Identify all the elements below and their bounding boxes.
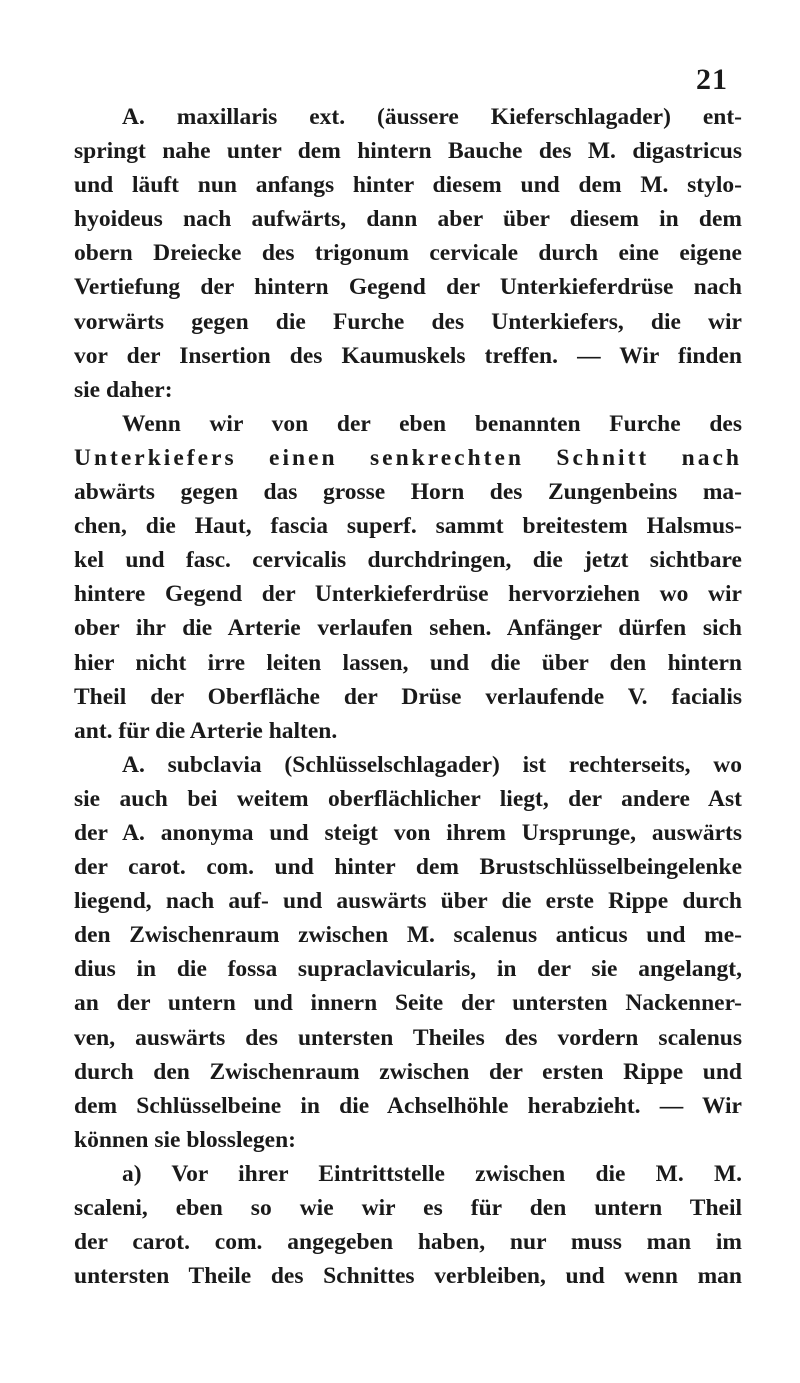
text-line: obern Dreiecke des trigonum cervicale durch eine eigene <box>74 240 742 267</box>
text-line: durch den Zwischenraum zwischen der ersten Rippe und <box>74 1058 742 1085</box>
text-line: chen, die Haut, fascia superf. sammt breitestem Halsmus- <box>74 513 742 540</box>
text-line: kel und fasc. cervicalis durchdringen, die jetzt sichtbare <box>74 547 742 574</box>
text-line: der carot. com. und hinter dem Brustschlüsselbeingelenke <box>74 854 742 881</box>
text-line: Vertiefung der hintern Gegend der Unterkieferdrüse nach <box>74 274 742 301</box>
text-line: scaleni, eben so wie wir es für den untern Theil <box>74 1195 742 1221</box>
text-line: können sie blosslegen: <box>74 1126 296 1153</box>
text-line: ven, auswärts des untersten Theiles des vordern scalenus <box>74 1024 742 1051</box>
body-text <box>74 100 742 1293</box>
text-line: A. subclavia (Schlüsselschlagader) ist rechterseits, wo <box>122 751 742 778</box>
text-line: und läuft nun anfangs hinter diesem und dem M. stylo- <box>74 172 742 199</box>
text-line: ant. für die Arterie halten. <box>74 717 338 744</box>
text-line: Wenn wir von der eben benannten Furche des <box>122 410 742 437</box>
text-line: liegend, nach auf- und auswärts über die erste Rippe durch <box>74 888 742 915</box>
text-line: dem Schlüsselbeine in die Achselhöhle herabzieht. — Wir <box>74 1092 742 1119</box>
text-line: a) Vor ihrer Eintrittstelle zwischen die M. M. <box>122 1160 742 1187</box>
text-line: Theil der Oberfläche der Drüse verlaufende V. facialis <box>74 683 742 710</box>
text-line: A. maxillaris ext. (äussere Kieferschlagader) ent- <box>122 104 742 130</box>
text-line: hyoideus nach aufwärts, dann aber über diesem in dem <box>74 206 742 233</box>
text-line: hintere Gegend der Unterkieferdrüse hervorziehen wo wir <box>74 581 742 608</box>
text-line: vorwärts gegen die Furche des Unterkiefers, die wir <box>74 308 742 335</box>
text-line: den Zwischenraum zwischen M. scalenus anticus und me- <box>74 922 742 949</box>
text-line: vor der Insertion des Kaumuskels treffen. — Wir finden <box>74 342 742 369</box>
text-line: abwärts gegen das grosse Horn des Zungenbeins ma- <box>74 479 742 506</box>
text-line: sie auch bei weitem oberflächlicher liegt, der andere Ast <box>74 785 742 812</box>
text-line: Unterkiefers einen senkrechten Schnitt nach <box>74 444 742 471</box>
text-line: der A. anonyma und steigt von ihrem Ursprunge, auswärts <box>74 819 742 846</box>
text-line: sie daher: <box>74 376 173 403</box>
text-line: ober ihr die Arterie verlaufen sehen. Anfänger dürfen sich <box>74 615 742 642</box>
text-line: dius in die fossa supraclavicularis, in der sie angelangt, <box>74 956 742 983</box>
text-line: springt nahe unter dem hintern Bauche des M. digastricus <box>74 138 742 165</box>
text-line: untersten Theile des Schnittes verbleiben, und wenn man <box>74 1263 742 1290</box>
page-number: 21 <box>696 63 728 96</box>
text-line: der carot. com. angegeben haben, nur muss man im <box>74 1229 742 1256</box>
text-line: an der untern und innern Seite der untersten Nackenner- <box>74 990 742 1017</box>
text-line: hier nicht irre leiten lassen, und die über den hintern <box>74 649 742 676</box>
